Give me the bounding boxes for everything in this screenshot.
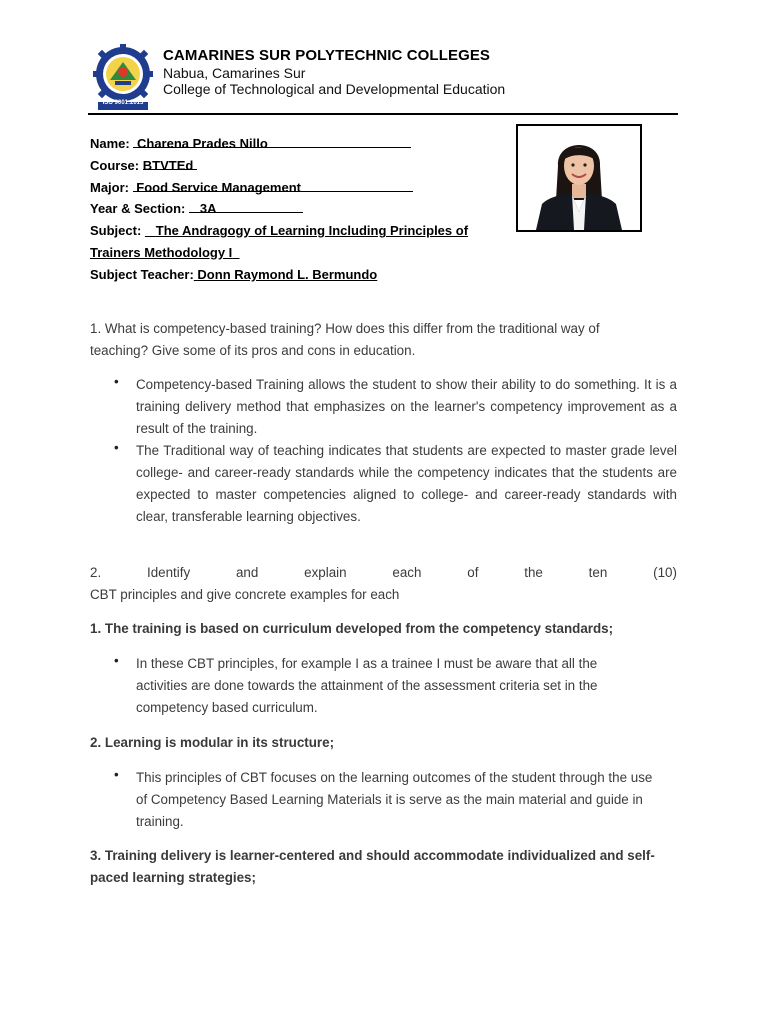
subject-row — [90, 220, 468, 242]
principle-3-heading: 3. Training delivery is learner-centered and should accommodate individualized and self-paced learning strategies; — [90, 848, 655, 885]
bullet-dot: • — [114, 653, 119, 668]
principle-1-example: In these CBT principles, for example I as a trainee I must be aware that all the activities are done towards the attainment of the assessment criteria set in the competency based curriculum. — [136, 656, 598, 715]
year-row — [90, 198, 468, 220]
name-value: Charena Prades Nillo — [137, 136, 268, 151]
major-value: Food Service Management — [136, 179, 301, 195]
q2-word: the — [524, 565, 543, 580]
question-2 — [90, 562, 677, 606]
course-value: BTVTEd — [142, 157, 194, 173]
answer-1-bullet-1: Competency-based Training allows the student to show their ability to do something. It is a training delivery method that emphasizes on the learner's competency improvement as a result of the training. — [136, 377, 677, 436]
college-name: CAMARINES SUR POLYTECHNIC COLLEGES — [163, 47, 491, 64]
q2-word: 2. — [90, 565, 102, 580]
college-department: College of Technological and Developmental Education — [163, 81, 506, 97]
teacher-label: Subject Teacher: — [90, 266, 194, 282]
q2-word: of — [467, 565, 479, 580]
major-row — [90, 177, 468, 199]
name-row — [90, 133, 468, 155]
question-2-line-2: CBT principles and give concrete examples for each — [90, 587, 400, 602]
principle-2-heading: 2. Learning is modular in its structure; — [90, 735, 335, 750]
subject-value-line1: The Andragogy of Learning Including Principles of — [155, 223, 469, 239]
header-divider — [88, 113, 678, 115]
student-portrait-image — [518, 126, 640, 230]
bullet-dot: • — [114, 374, 119, 389]
q2-word: ten — [588, 565, 608, 580]
principle-2-example: This principles of CBT focuses on the learning outcomes of the student through the use of Competency Based Learning Materials it is serve as the main material and guide in training. — [136, 770, 653, 829]
question-1 — [90, 318, 680, 362]
bullet-dot: • — [114, 440, 119, 455]
teacher-row — [90, 264, 468, 286]
bullet-dot: • — [114, 767, 119, 782]
subject-label: Subject: — [90, 223, 142, 239]
q2-word: each — [392, 565, 422, 580]
year-label: Year & Section: — [90, 201, 186, 217]
iso-badge: ISO 9001:2015 — [102, 100, 144, 106]
name-label: Name: — [90, 136, 130, 151]
course-label: Course: — [90, 157, 140, 173]
teacher-value: Donn Raymond L. Bermundo — [197, 266, 378, 282]
course-row — [90, 155, 468, 177]
question-1-line-1: 1. What is competency-based training? How does this differ from the traditional way of — [90, 321, 600, 336]
major-label: Major: — [90, 179, 129, 195]
student-info — [90, 133, 468, 286]
subject-row-cont — [90, 242, 468, 264]
principle-1-heading: 1. The training is based on curriculum developed from the competency standards; — [90, 621, 614, 636]
letterhead — [90, 42, 680, 114]
question-1-line-2: teaching? Give some of its pros and cons in education. — [90, 343, 416, 358]
q2-word: Identify — [146, 565, 191, 580]
q2-word: explain — [304, 565, 347, 580]
q2-word: (10) — [653, 565, 677, 580]
answer-1-bullet-2: The Traditional way of teaching indicates that students are expected to master grade level college- and career-ready standards while the competency indicates that the students are expected to master competencies aligned to college- and career-ready standards with clear, transferable learning objectives. — [136, 443, 677, 524]
student-photo — [516, 124, 642, 232]
college-location: Nabua, Camarines Sur — [163, 65, 306, 81]
question-2-line-1 — [90, 562, 677, 584]
year-value: 3A — [199, 201, 217, 217]
subject-value-line2: Trainers Methodology I — [90, 244, 233, 260]
q2-word: and — [235, 565, 259, 580]
